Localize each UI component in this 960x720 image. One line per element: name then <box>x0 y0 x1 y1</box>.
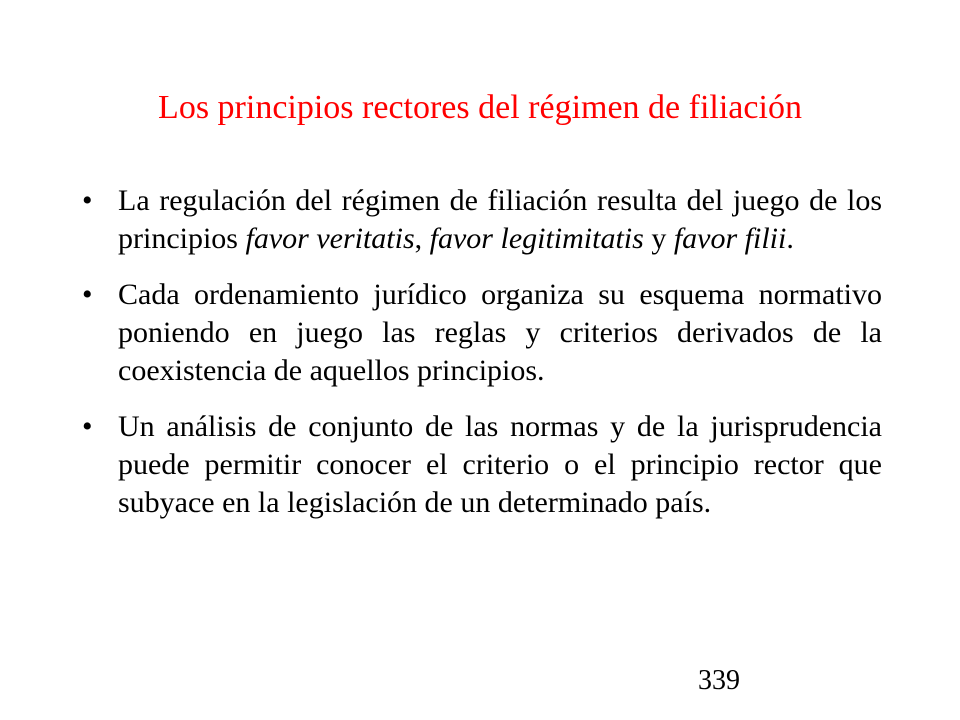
latin-term-favor-legitimitatis: favor legitimitatis <box>429 222 644 255</box>
bullet-dot-icon: • <box>82 184 93 217</box>
bullet-dot-icon: • <box>82 410 93 443</box>
page-number: 339 <box>698 665 740 696</box>
bullet-list <box>82 182 882 540</box>
bullet-item <box>82 276 882 390</box>
bullet-item <box>82 182 882 258</box>
bullet-text <box>118 184 882 255</box>
text-segment: y <box>643 222 674 255</box>
bullet-text: Cada ordenamiento jurídico organiza su esquema normativo poniendo en juego las reglas y criterios derivados de la coexistencia de aquellos principios. <box>118 278 882 387</box>
slide-title: Los principios rectores del régimen de filiación <box>158 89 802 126</box>
latin-term-favor-veritatis: favor veritatis <box>245 222 415 255</box>
bullet-dot-icon: • <box>82 278 93 311</box>
bullet-item <box>82 408 882 522</box>
latin-term-favor-filii: favor filii <box>673 222 787 255</box>
text-segment: , <box>414 222 430 255</box>
text-segment: La regulación del régimen de filiación resulta del juego de los principios <box>118 184 882 255</box>
bullet-text: Un análisis de conjunto de las normas y de la jurisprudencia puede permitir conocer el criterio o el principio rector que subyace en la legislación de un determinado país. <box>118 410 882 519</box>
text-segment: . <box>786 222 794 255</box>
